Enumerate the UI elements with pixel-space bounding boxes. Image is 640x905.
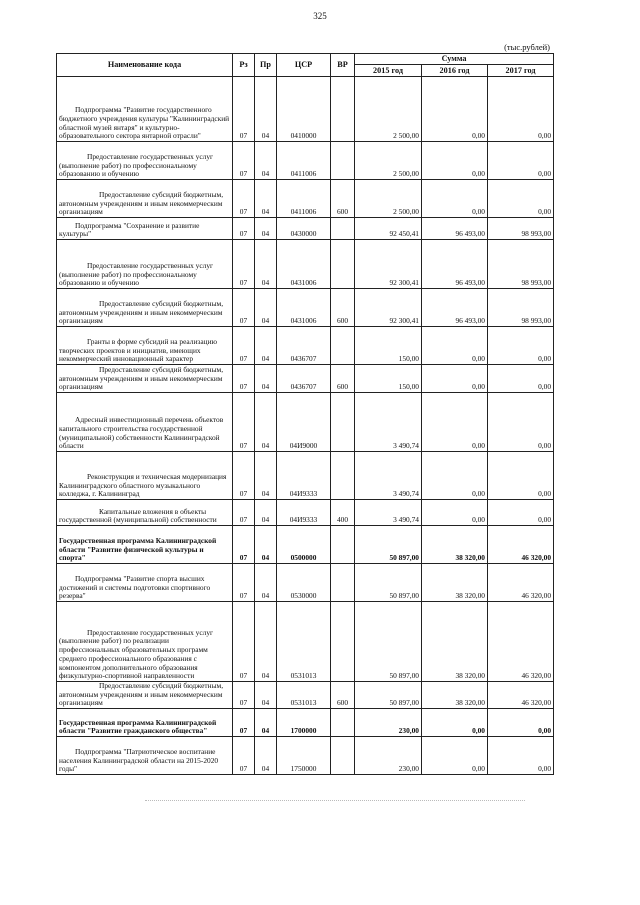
row-pr: 04 (255, 602, 277, 682)
table-row (57, 365, 554, 393)
row-sum-2016: 0,00 (422, 500, 488, 526)
row-vr (331, 218, 355, 240)
table-row (57, 327, 554, 365)
row-sum-2016: 0,00 (422, 327, 488, 365)
row-rz: 07 (233, 526, 255, 564)
row-sum-2016: 0,00 (422, 737, 488, 775)
row-vr (331, 393, 355, 452)
row-csr: 0531013 (277, 602, 331, 682)
row-csr: 0436707 (277, 327, 331, 365)
row-csr: 04И9333 (277, 452, 331, 500)
row-csr: 0530000 (277, 564, 331, 602)
row-csr: 0531013 (277, 682, 331, 709)
units-label: (тыс.рублей) (504, 42, 550, 52)
table-body (57, 77, 554, 775)
table-row (57, 526, 554, 564)
row-pr: 04 (255, 452, 277, 500)
row-rz: 07 (233, 327, 255, 365)
row-sum-2016: 0,00 (422, 709, 488, 737)
header-2015: 2015 год (355, 65, 422, 77)
row-sum-2015: 50 897,00 (355, 682, 422, 709)
row-csr: 04И9000 (277, 393, 331, 452)
row-sum-2015: 92 300,41 (355, 289, 422, 327)
page-number: 325 (313, 11, 327, 21)
row-pr: 04 (255, 526, 277, 564)
row-name: Предоставление субсидий бюджетным, автономным учреждениям и иным некоммерческим организациям (57, 289, 233, 327)
table-row (57, 393, 554, 452)
row-sum-2017: 46 320,00 (488, 564, 554, 602)
row-csr: 0431006 (277, 289, 331, 327)
row-pr: 04 (255, 327, 277, 365)
row-pr: 04 (255, 737, 277, 775)
budget-table (56, 53, 554, 775)
row-rz: 07 (233, 218, 255, 240)
header-name: Наименование кода (57, 54, 233, 77)
row-vr (331, 737, 355, 775)
row-csr: 0436707 (277, 365, 331, 393)
table-row (57, 709, 554, 737)
row-name: Государственная программа Калининградской области "Развитие гражданского общества" (57, 709, 233, 737)
row-rz: 07 (233, 737, 255, 775)
row-pr: 04 (255, 682, 277, 709)
row-sum-2016: 38 320,00 (422, 564, 488, 602)
row-csr: 1700000 (277, 709, 331, 737)
table-row (57, 602, 554, 682)
row-vr: 600 (331, 365, 355, 393)
row-name: Предоставление государственных услуг (выполнение работ) по профессиональному образованию и обучению (57, 240, 233, 289)
row-vr (331, 77, 355, 142)
row-sum-2016: 96 493,00 (422, 240, 488, 289)
row-sum-2015: 2 500,00 (355, 77, 422, 142)
header-vr: ВР (331, 54, 355, 77)
row-pr: 04 (255, 564, 277, 602)
row-name: Капитальные вложения в объекты государственной (муниципальной) собственности (57, 500, 233, 526)
row-sum-2015: 2 500,00 (355, 180, 422, 218)
row-sum-2017: 98 993,00 (488, 240, 554, 289)
header-2017: 2017 год (488, 65, 554, 77)
row-rz: 07 (233, 365, 255, 393)
row-name: Государственная программа Калининградской области "Развитие физической культуры и спорта" (57, 526, 233, 564)
row-sum-2015: 3 490,74 (355, 452, 422, 500)
row-rz: 07 (233, 452, 255, 500)
row-name: Подпрограмма "Патриотическое воспитание населения Калининградской области на 2015-2020 годы" (57, 737, 233, 775)
row-sum-2017: 0,00 (488, 327, 554, 365)
row-pr: 04 (255, 500, 277, 526)
row-vr: 400 (331, 500, 355, 526)
row-rz: 07 (233, 682, 255, 709)
row-sum-2015: 92 450,41 (355, 218, 422, 240)
row-rz: 07 (233, 709, 255, 737)
row-rz: 07 (233, 289, 255, 327)
row-sum-2015: 92 300,41 (355, 240, 422, 289)
row-sum-2016: 0,00 (422, 365, 488, 393)
row-sum-2015: 230,00 (355, 737, 422, 775)
row-sum-2016: 0,00 (422, 180, 488, 218)
row-csr: 1750000 (277, 737, 331, 775)
row-name: Предоставление субсидий бюджетным, автономным учреждениям и иным некоммерческим организациям (57, 682, 233, 709)
row-vr: 600 (331, 180, 355, 218)
row-csr: 0411006 (277, 180, 331, 218)
row-vr (331, 327, 355, 365)
row-csr: 0431006 (277, 240, 331, 289)
row-name: Предоставление субсидий бюджетным, автономным учреждениям и иным некоммерческим организациям (57, 180, 233, 218)
row-vr (331, 564, 355, 602)
row-rz: 07 (233, 500, 255, 526)
row-name: Реконструкция и техническая модернизация Калининградского областного музыкального колледжа, г. Калининград (57, 452, 233, 500)
header-sum: Сумма (355, 54, 554, 65)
row-sum-2017: 0,00 (488, 393, 554, 452)
row-sum-2017: 0,00 (488, 452, 554, 500)
row-sum-2017: 0,00 (488, 365, 554, 393)
row-name: Подпрограмма "Развитие государственного бюджетного учреждения культуры "Калининградский областной музей янтаря" и культурно-образовательного сектора янтарной отрасли" (57, 77, 233, 142)
header-2016: 2016 год (422, 65, 488, 77)
row-rz: 07 (233, 142, 255, 180)
row-pr: 04 (255, 365, 277, 393)
row-sum-2016: 38 320,00 (422, 526, 488, 564)
row-name: Подпрограмма "Сохранение и развитие культуры" (57, 218, 233, 240)
header-rz: Рз (233, 54, 255, 77)
row-sum-2015: 50 897,00 (355, 564, 422, 602)
row-vr (331, 142, 355, 180)
row-sum-2015: 230,00 (355, 709, 422, 737)
row-rz: 07 (233, 77, 255, 142)
row-rz: 07 (233, 180, 255, 218)
row-sum-2017: 0,00 (488, 77, 554, 142)
row-sum-2017: 0,00 (488, 737, 554, 775)
row-csr: 0410000 (277, 77, 331, 142)
row-sum-2015: 150,00 (355, 327, 422, 365)
row-name: Предоставление государственных услуг (выполнение работ) по реализации профессиональных образовательных программ среднего профессионального образования с компонентом дополнительного образования физкультурно-спортивной направленности (57, 602, 233, 682)
row-sum-2017: 0,00 (488, 142, 554, 180)
row-pr: 04 (255, 240, 277, 289)
table-row (57, 452, 554, 500)
table-header (57, 54, 554, 77)
row-rz: 07 (233, 240, 255, 289)
row-name: Адресный инвестиционный перечень объектов капитального строительства государственной (муниципальной) собственности Калининградской области (57, 393, 233, 452)
scan-artifact-line (145, 800, 525, 801)
row-csr: 04И9333 (277, 500, 331, 526)
row-sum-2017: 46 320,00 (488, 526, 554, 564)
row-name: Предоставление государственных услуг (выполнение работ) по профессиональному образованию и обучению (57, 142, 233, 180)
row-sum-2017: 0,00 (488, 709, 554, 737)
row-vr (331, 240, 355, 289)
row-vr (331, 526, 355, 564)
row-sum-2017: 46 320,00 (488, 682, 554, 709)
row-sum-2016: 0,00 (422, 77, 488, 142)
row-sum-2016: 0,00 (422, 393, 488, 452)
row-sum-2015: 150,00 (355, 365, 422, 393)
row-vr: 600 (331, 682, 355, 709)
row-vr (331, 452, 355, 500)
table-row (57, 289, 554, 327)
row-pr: 04 (255, 142, 277, 180)
header-csr: ЦСР (277, 54, 331, 77)
row-vr (331, 709, 355, 737)
row-sum-2016: 38 320,00 (422, 682, 488, 709)
table-row (57, 737, 554, 775)
table-row (57, 240, 554, 289)
row-rz: 07 (233, 602, 255, 682)
row-pr: 04 (255, 393, 277, 452)
table-row (57, 564, 554, 602)
row-sum-2017: 0,00 (488, 500, 554, 526)
row-pr: 04 (255, 77, 277, 142)
header-pr: Пр (255, 54, 277, 77)
row-csr: 0411006 (277, 142, 331, 180)
row-name: Предоставление субсидий бюджетным, автономным учреждениям и иным некоммерческим организациям (57, 365, 233, 393)
row-vr (331, 602, 355, 682)
table-row (57, 77, 554, 142)
row-sum-2016: 96 493,00 (422, 218, 488, 240)
row-csr: 0430000 (277, 218, 331, 240)
table-row (57, 218, 554, 240)
row-sum-2016: 96 493,00 (422, 289, 488, 327)
table-row (57, 142, 554, 180)
row-sum-2016: 38 320,00 (422, 602, 488, 682)
row-rz: 07 (233, 564, 255, 602)
table-row (57, 500, 554, 526)
row-sum-2017: 46 320,00 (488, 602, 554, 682)
row-sum-2016: 0,00 (422, 452, 488, 500)
row-csr: 0500000 (277, 526, 331, 564)
row-sum-2015: 3 490,74 (355, 500, 422, 526)
row-sum-2015: 50 897,00 (355, 602, 422, 682)
row-sum-2015: 2 500,00 (355, 142, 422, 180)
row-name: Гранты в форме субсидий на реализацию творческих проектов и инициатив, имеющих некоммерческий инновационный характер (57, 327, 233, 365)
row-pr: 04 (255, 289, 277, 327)
row-sum-2017: 98 993,00 (488, 218, 554, 240)
table-row (57, 180, 554, 218)
row-vr: 600 (331, 289, 355, 327)
row-sum-2017: 0,00 (488, 180, 554, 218)
row-pr: 04 (255, 709, 277, 737)
row-sum-2015: 50 897,00 (355, 526, 422, 564)
row-name: Подпрограмма "Развитие спорта высших достижений и системы подготовки спортивного резерва" (57, 564, 233, 602)
row-sum-2015: 3 490,74 (355, 393, 422, 452)
table-row (57, 682, 554, 709)
row-pr: 04 (255, 180, 277, 218)
row-pr: 04 (255, 218, 277, 240)
row-rz: 07 (233, 393, 255, 452)
row-sum-2017: 98 993,00 (488, 289, 554, 327)
row-sum-2016: 0,00 (422, 142, 488, 180)
